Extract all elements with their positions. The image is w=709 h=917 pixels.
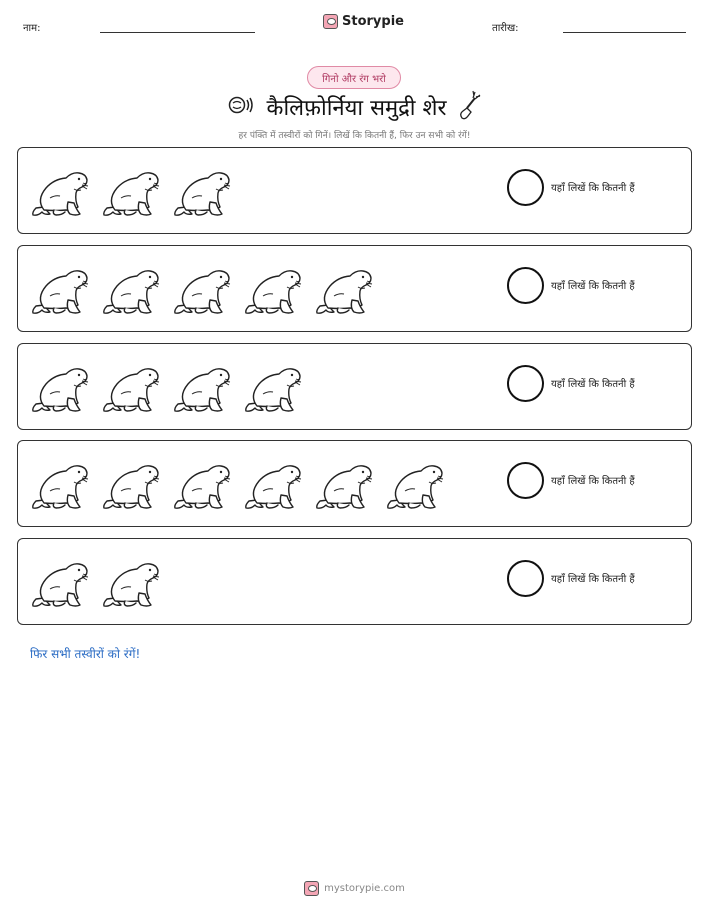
sea-lion-icon[interactable] — [172, 354, 234, 420]
sea-lion-icon[interactable] — [101, 256, 163, 322]
count-row-1 — [17, 147, 692, 234]
answer-prompt: यहाँ लिखें कि कितनी हैं — [551, 183, 635, 194]
answer-circle[interactable] — [507, 267, 544, 304]
storypie-logo-icon — [323, 14, 338, 29]
sea-lion-icon[interactable] — [30, 354, 92, 420]
count-row-2 — [17, 245, 692, 332]
sea-lion-icon[interactable] — [101, 451, 163, 517]
sea-lion-icon[interactable] — [243, 354, 305, 420]
name-line[interactable] — [100, 32, 255, 33]
answer-circle[interactable] — [507, 560, 544, 597]
title-row — [200, 90, 509, 124]
sea-lion-icon[interactable] — [101, 158, 163, 224]
instructions: हर पंक्ति में तस्वीरों को गिनें। लिखें कि कितनी हैं, फिर उन सभी को रंगें! — [238, 131, 471, 141]
sea-lion-icon[interactable] — [314, 256, 376, 322]
brand — [323, 14, 404, 29]
seal-group — [30, 256, 376, 322]
answer-prompt: यहाँ लिखें कि कितनी हैं — [551, 476, 635, 487]
sea-lion-icon[interactable] — [30, 256, 92, 322]
footer-site[interactable]: mystorypie.com — [324, 883, 405, 894]
date-label: तारीख: — [492, 23, 519, 34]
name-label: नाम: — [23, 23, 41, 34]
answer-circle[interactable] — [507, 365, 544, 402]
sea-lion-icon[interactable] — [30, 158, 92, 224]
sea-lion-icon[interactable] — [172, 256, 234, 322]
storypie-logo-icon — [304, 881, 319, 896]
sea-lion-icon[interactable] — [30, 451, 92, 517]
brand-name: Storypie — [342, 14, 404, 29]
sea-lion-icon[interactable] — [101, 354, 163, 420]
answer-prompt: यहाँ लिखें कि कितनी हैं — [551, 574, 635, 585]
speaker-icon[interactable] — [227, 94, 257, 120]
sea-lion-icon[interactable] — [172, 158, 234, 224]
seal-group — [30, 549, 163, 615]
activity-tag: गिनो और रंग भरो — [307, 66, 401, 89]
date-line[interactable] — [563, 32, 686, 33]
answer-prompt: यहाँ लिखें कि कितनी हैं — [551, 281, 635, 292]
seal-group — [30, 451, 447, 517]
sea-lion-icon[interactable] — [385, 451, 447, 517]
sea-lion-icon[interactable] — [243, 256, 305, 322]
color-note: फिर सभी तस्वीरों को रंगें! — [30, 647, 141, 661]
answer-circle[interactable] — [507, 169, 544, 206]
answer-prompt: यहाँ लिखें कि कितनी हैं — [551, 379, 635, 390]
sea-lion-icon[interactable] — [243, 451, 305, 517]
count-row-4 — [17, 440, 692, 527]
seal-group — [30, 354, 305, 420]
sea-lion-icon[interactable] — [172, 451, 234, 517]
sea-lion-icon[interactable] — [30, 549, 92, 615]
sea-lion-icon[interactable] — [101, 549, 163, 615]
paintbrush-icon — [456, 90, 482, 124]
answer-circle[interactable] — [507, 462, 544, 499]
page-title: कैलिफ़ोर्निया समुद्री शेर — [266, 96, 447, 121]
count-row-3 — [17, 343, 692, 430]
sea-lion-icon[interactable] — [314, 451, 376, 517]
seal-group — [30, 158, 234, 224]
count-row-5 — [17, 538, 692, 625]
footer — [0, 881, 709, 896]
